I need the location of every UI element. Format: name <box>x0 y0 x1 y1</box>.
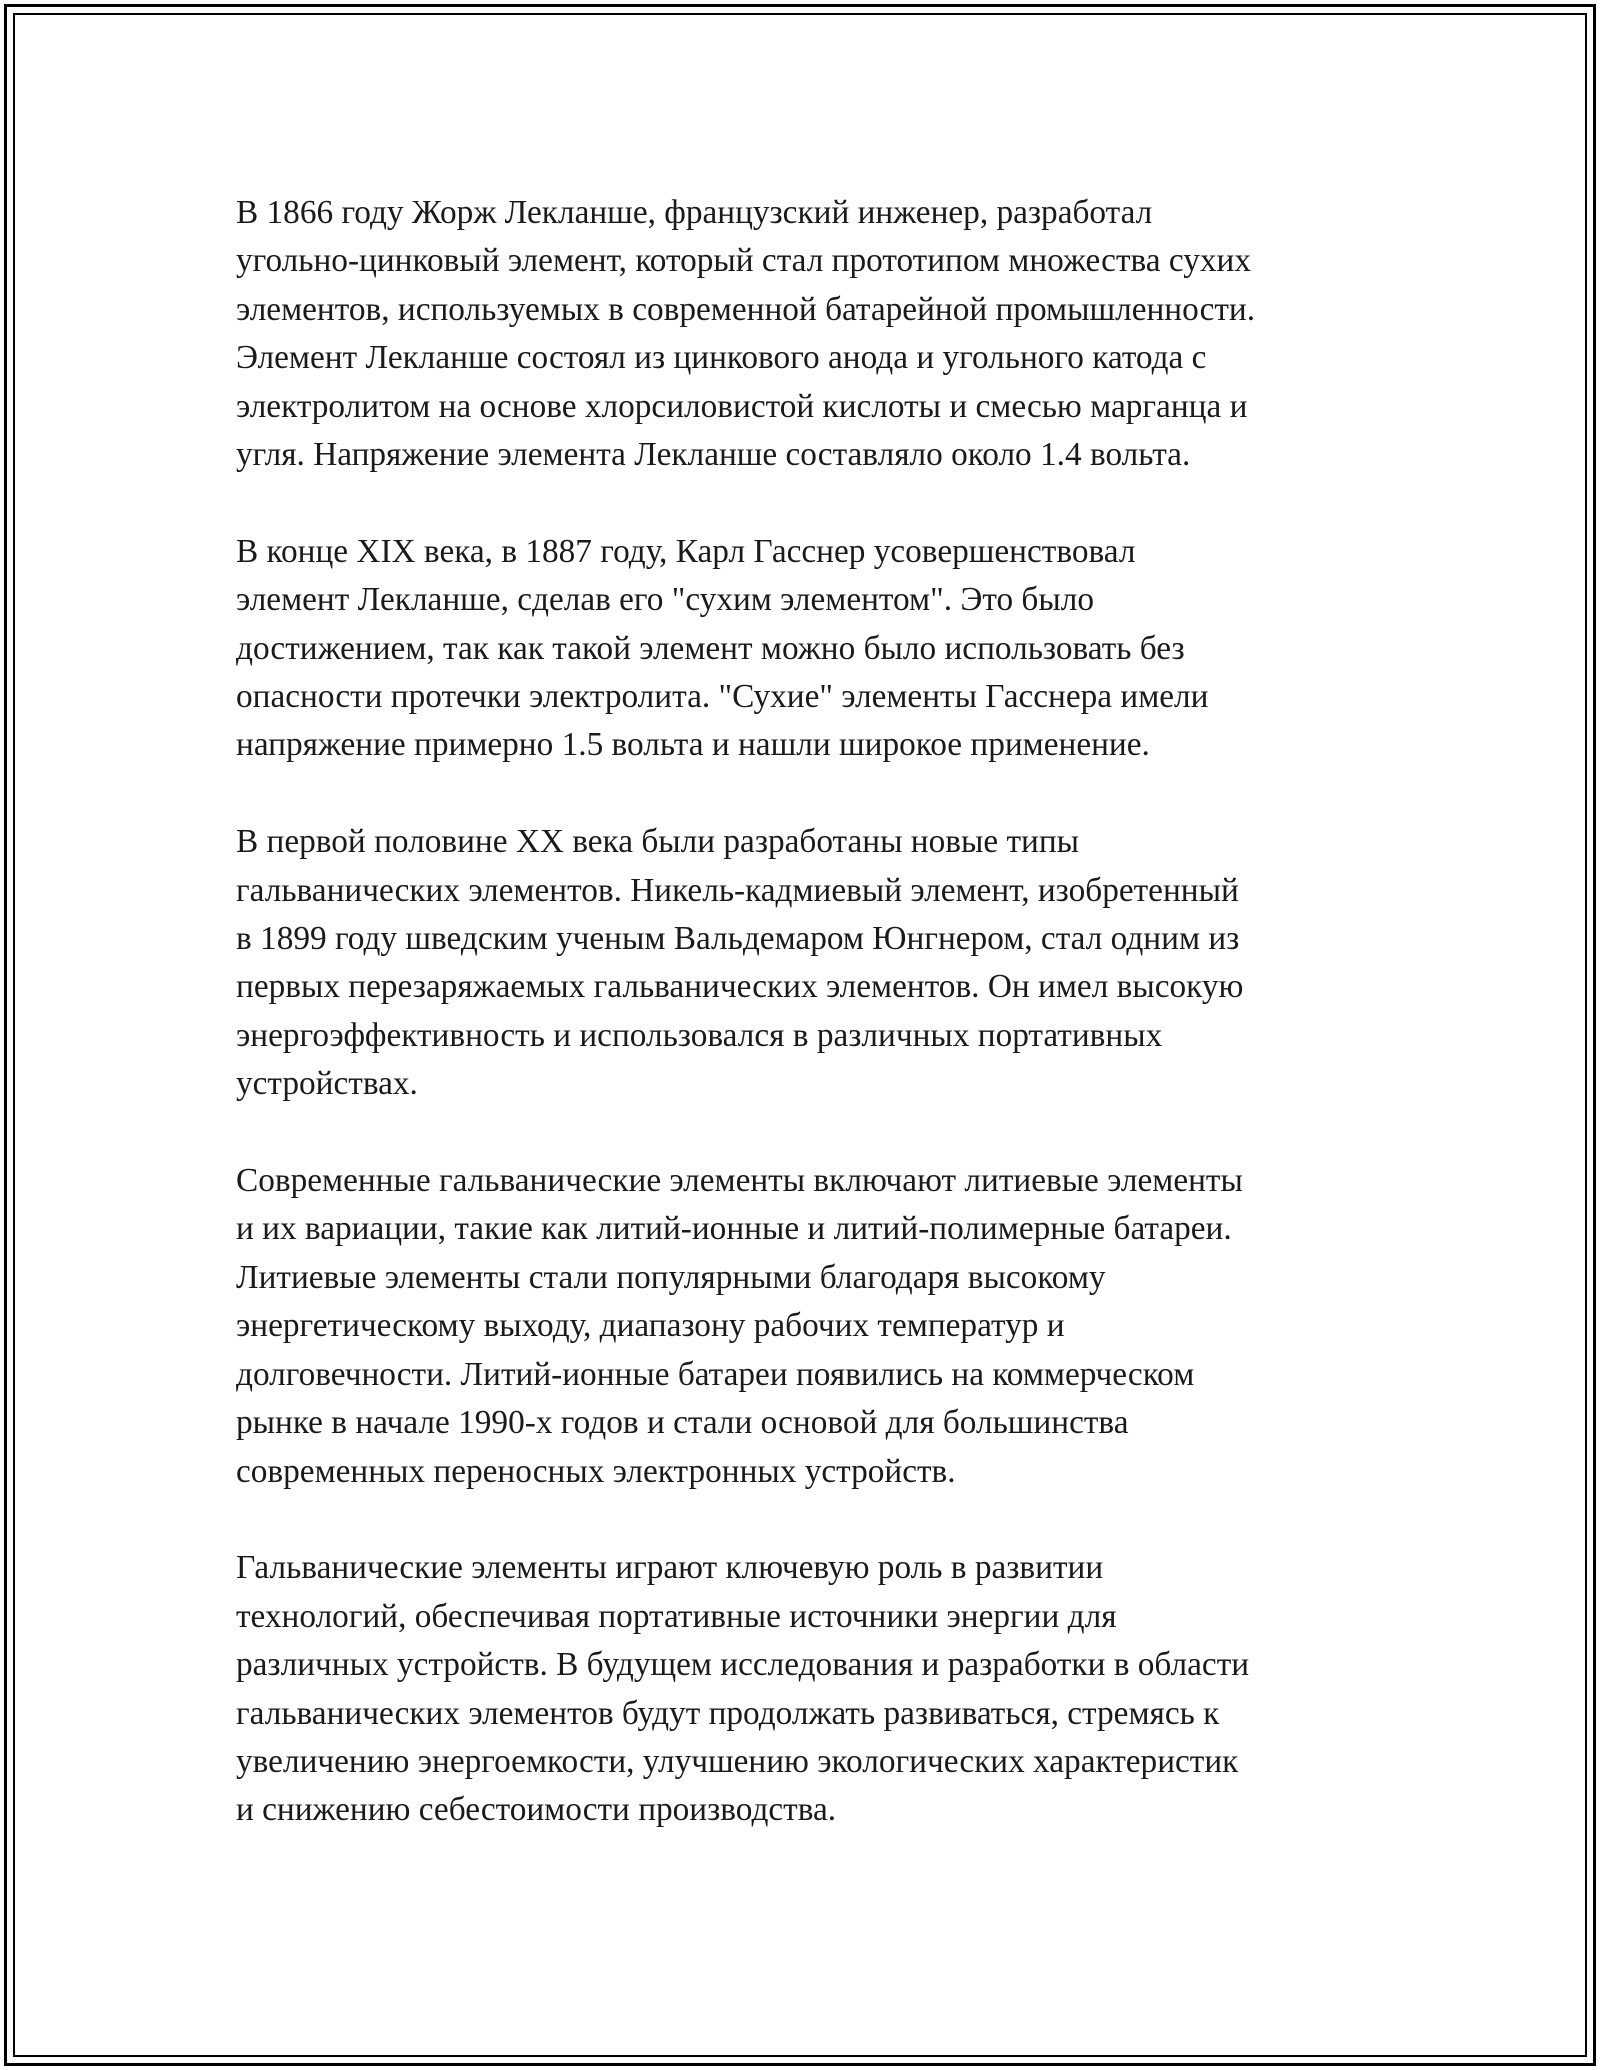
paragraph-nickel-cadmium: В первой половине XX века были разработаны новые типы гальванических элементов. Никель-кадмиевый элемент, изобретенный в 1899 году шведским ученым Вальдемаром Юнгнером, стал одним из первых перезаряжаемых гальванических элементов. Он имел высокую энергоэффективность и использовался в различных портативных устройствах. <box>236 823 1244 1103</box>
paragraph-future: Гальванические элементы играют ключевую роль в развитии технологий, обеспечивая портативные источники энергии для различных устройств. В будущем исследования и разработки в области гальванических элементов будут продолжать развиваться, стремясь к увеличению энергоемкости, улучшению экологических характеристик и снижению себестоимости производства. <box>236 1549 1250 1829</box>
paragraph-leclanche: В 1866 году Жорж Лекланше, французский инженер, разработал угольно-цинковый элемент, который стал прототипом множества сухих элементов, используемых в современной батарейной промышленности. Элемент Лекланше состоял из цинкового анода и угольного катода с электролитом на основе хлорсиловистой кислоты и смесью марганца и угля. Напряжение элемента Лекланше составляло около 1.4 вольта. <box>236 194 1256 474</box>
paragraph-gassner: В конце XIX века, в 1887 году, Карл Гасснер усовершенствовал элемент Лекланше, сделав его "сухим элементом". Это было достижением, так как такой элемент можно было использовать без опасности протечки электролита. "Сухие" элементы Гасснера имели напряжение примерно 1.5 вольта и нашли широкое применение. <box>236 532 1209 764</box>
paragraph-lithium: Современные гальванические элементы включают литиевые элементы и их вариации, такие как литий-ионные и литий-полимерные батареи. Литиевые элементы стали популярными благодаря высокому энергетическому выходу, диапазону рабочих температур и долговечности. Литий-ионные батареи появились на коммерческом рынке в начале 1990-х годов и стали основой для большинства современных переносных электронных устройств. <box>236 1162 1243 1490</box>
document-body <box>236 189 1376 1835</box>
